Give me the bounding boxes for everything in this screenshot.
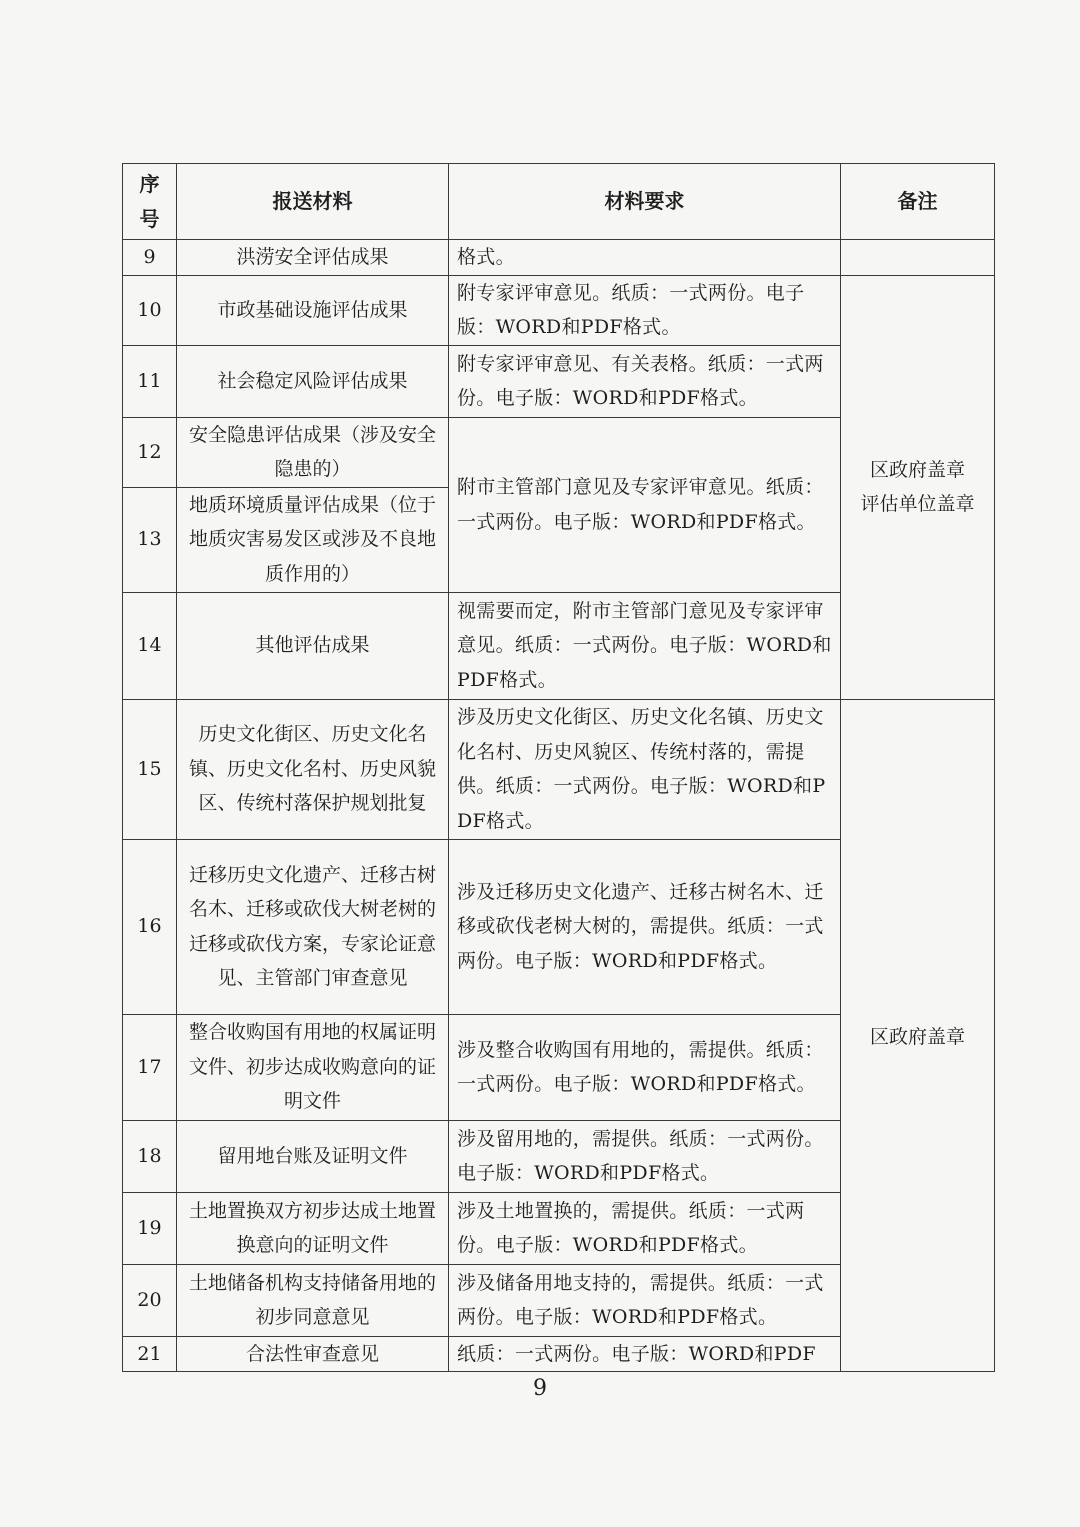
note-group-b: 区政府盖章 [841, 699, 995, 1372]
row-number: 9 [123, 240, 177, 276]
row-number: 11 [123, 345, 177, 417]
row-number: 10 [123, 275, 177, 345]
row-material: 留用地台账及证明文件 [177, 1120, 449, 1192]
row-note-empty [841, 240, 995, 276]
row-material: 安全隐患评估成果（涉及安全隐患的） [177, 417, 449, 487]
row-number: 18 [123, 1120, 177, 1192]
table-row [123, 275, 995, 345]
row-number: 13 [123, 487, 177, 592]
row-material: 其他评估成果 [177, 592, 449, 699]
row-requirement: 涉及留用地的，需提供。纸质：一式两份。电子版：WORD和PDF格式。 [449, 1120, 841, 1192]
header-row [123, 164, 995, 240]
row-requirement: 涉及储备用地支持的，需提供。纸质：一式两份。电子版：WORD和PDF格式。 [449, 1264, 841, 1336]
row-requirement: 涉及土地置换的，需提供。纸质：一式两份。电子版：WORD和PDF格式。 [449, 1192, 841, 1264]
materials-table [122, 163, 995, 1372]
table-row [123, 699, 995, 839]
row-number: 20 [123, 1264, 177, 1336]
row-material: 土地储备机构支持储备用地的初步同意意见 [177, 1264, 449, 1336]
row-number: 17 [123, 1014, 177, 1120]
row-material: 土地置换双方初步达成土地置换意向的证明文件 [177, 1192, 449, 1264]
row-material: 市政基础设施评估成果 [177, 275, 449, 345]
note-line: 区政府盖章 [869, 458, 965, 481]
note-line: 评估单位盖章 [860, 493, 975, 515]
row-number: 15 [123, 699, 177, 839]
row-material: 洪涝安全评估成果 [177, 240, 449, 276]
row-material: 整合收购国有用地的权属证明文件、初步达成收购意向的证明文件 [177, 1014, 449, 1120]
row-requirement: 附专家评审意见。纸质：一式两份。电子版：WORD和PDF格式。 [449, 275, 841, 345]
row-number: 21 [123, 1336, 177, 1372]
header-material: 报送材料 [177, 164, 449, 240]
header-seq: 序号 [123, 164, 177, 240]
row-requirement: 附专家评审意见、有关表格。纸质：一式两份。电子版：WORD和PDF格式。 [449, 345, 841, 417]
header-note: 备注 [841, 164, 995, 240]
row-requirement: 格式。 [449, 240, 841, 276]
row-material: 合法性审查意见 [177, 1336, 449, 1372]
row-number: 16 [123, 839, 177, 1014]
row-requirement: 附市主管部门意见及专家评审意见。纸质：一式两份。电子版：WORD和PDF格式。 [449, 417, 841, 592]
row-requirement: 涉及历史文化街区、历史文化名镇、历史文化名村、历史风貌区、传统村落的，需提供。纸质：一式两份。电子版：WORD和PDF格式。 [449, 699, 841, 839]
row-requirement: 涉及迁移历史文化遗产、迁移古树名木、迁移或砍伐老树大树的，需提供。纸质：一式两份。电子版：WORD和PDF格式。 [449, 839, 841, 1014]
row-requirement: 涉及整合收购国有用地的，需提供。纸质：一式两份。电子版：WORD和PDF格式。 [449, 1014, 841, 1120]
row-material: 历史文化街区、历史文化名镇、历史文化名村、历史风貌区、传统村落保护规划批复 [177, 699, 449, 839]
page-number: 9 [533, 1376, 547, 1401]
table-row [123, 240, 995, 276]
row-material: 地质环境质量评估成果（位于地质灾害易发区或涉及不良地质作用的） [177, 487, 449, 592]
row-material: 迁移历史文化遗产、迁移古树名木、迁移或砍伐大树老树的迁移或砍伐方案，专家论证意见、主管部门审查意见 [177, 839, 449, 1014]
row-number: 14 [123, 592, 177, 699]
row-requirement: 纸质：一式两份。电子版：WORD和PDF [449, 1336, 841, 1372]
header-requirement: 材料要求 [449, 164, 841, 240]
note-group-a [841, 275, 995, 699]
row-material: 社会稳定风险评估成果 [177, 345, 449, 417]
row-number: 19 [123, 1192, 177, 1264]
row-number: 12 [123, 417, 177, 487]
row-requirement: 视需要而定，附市主管部门意见及专家评审意见。纸质：一式两份。电子版：WORD和PDF格式。 [449, 592, 841, 699]
